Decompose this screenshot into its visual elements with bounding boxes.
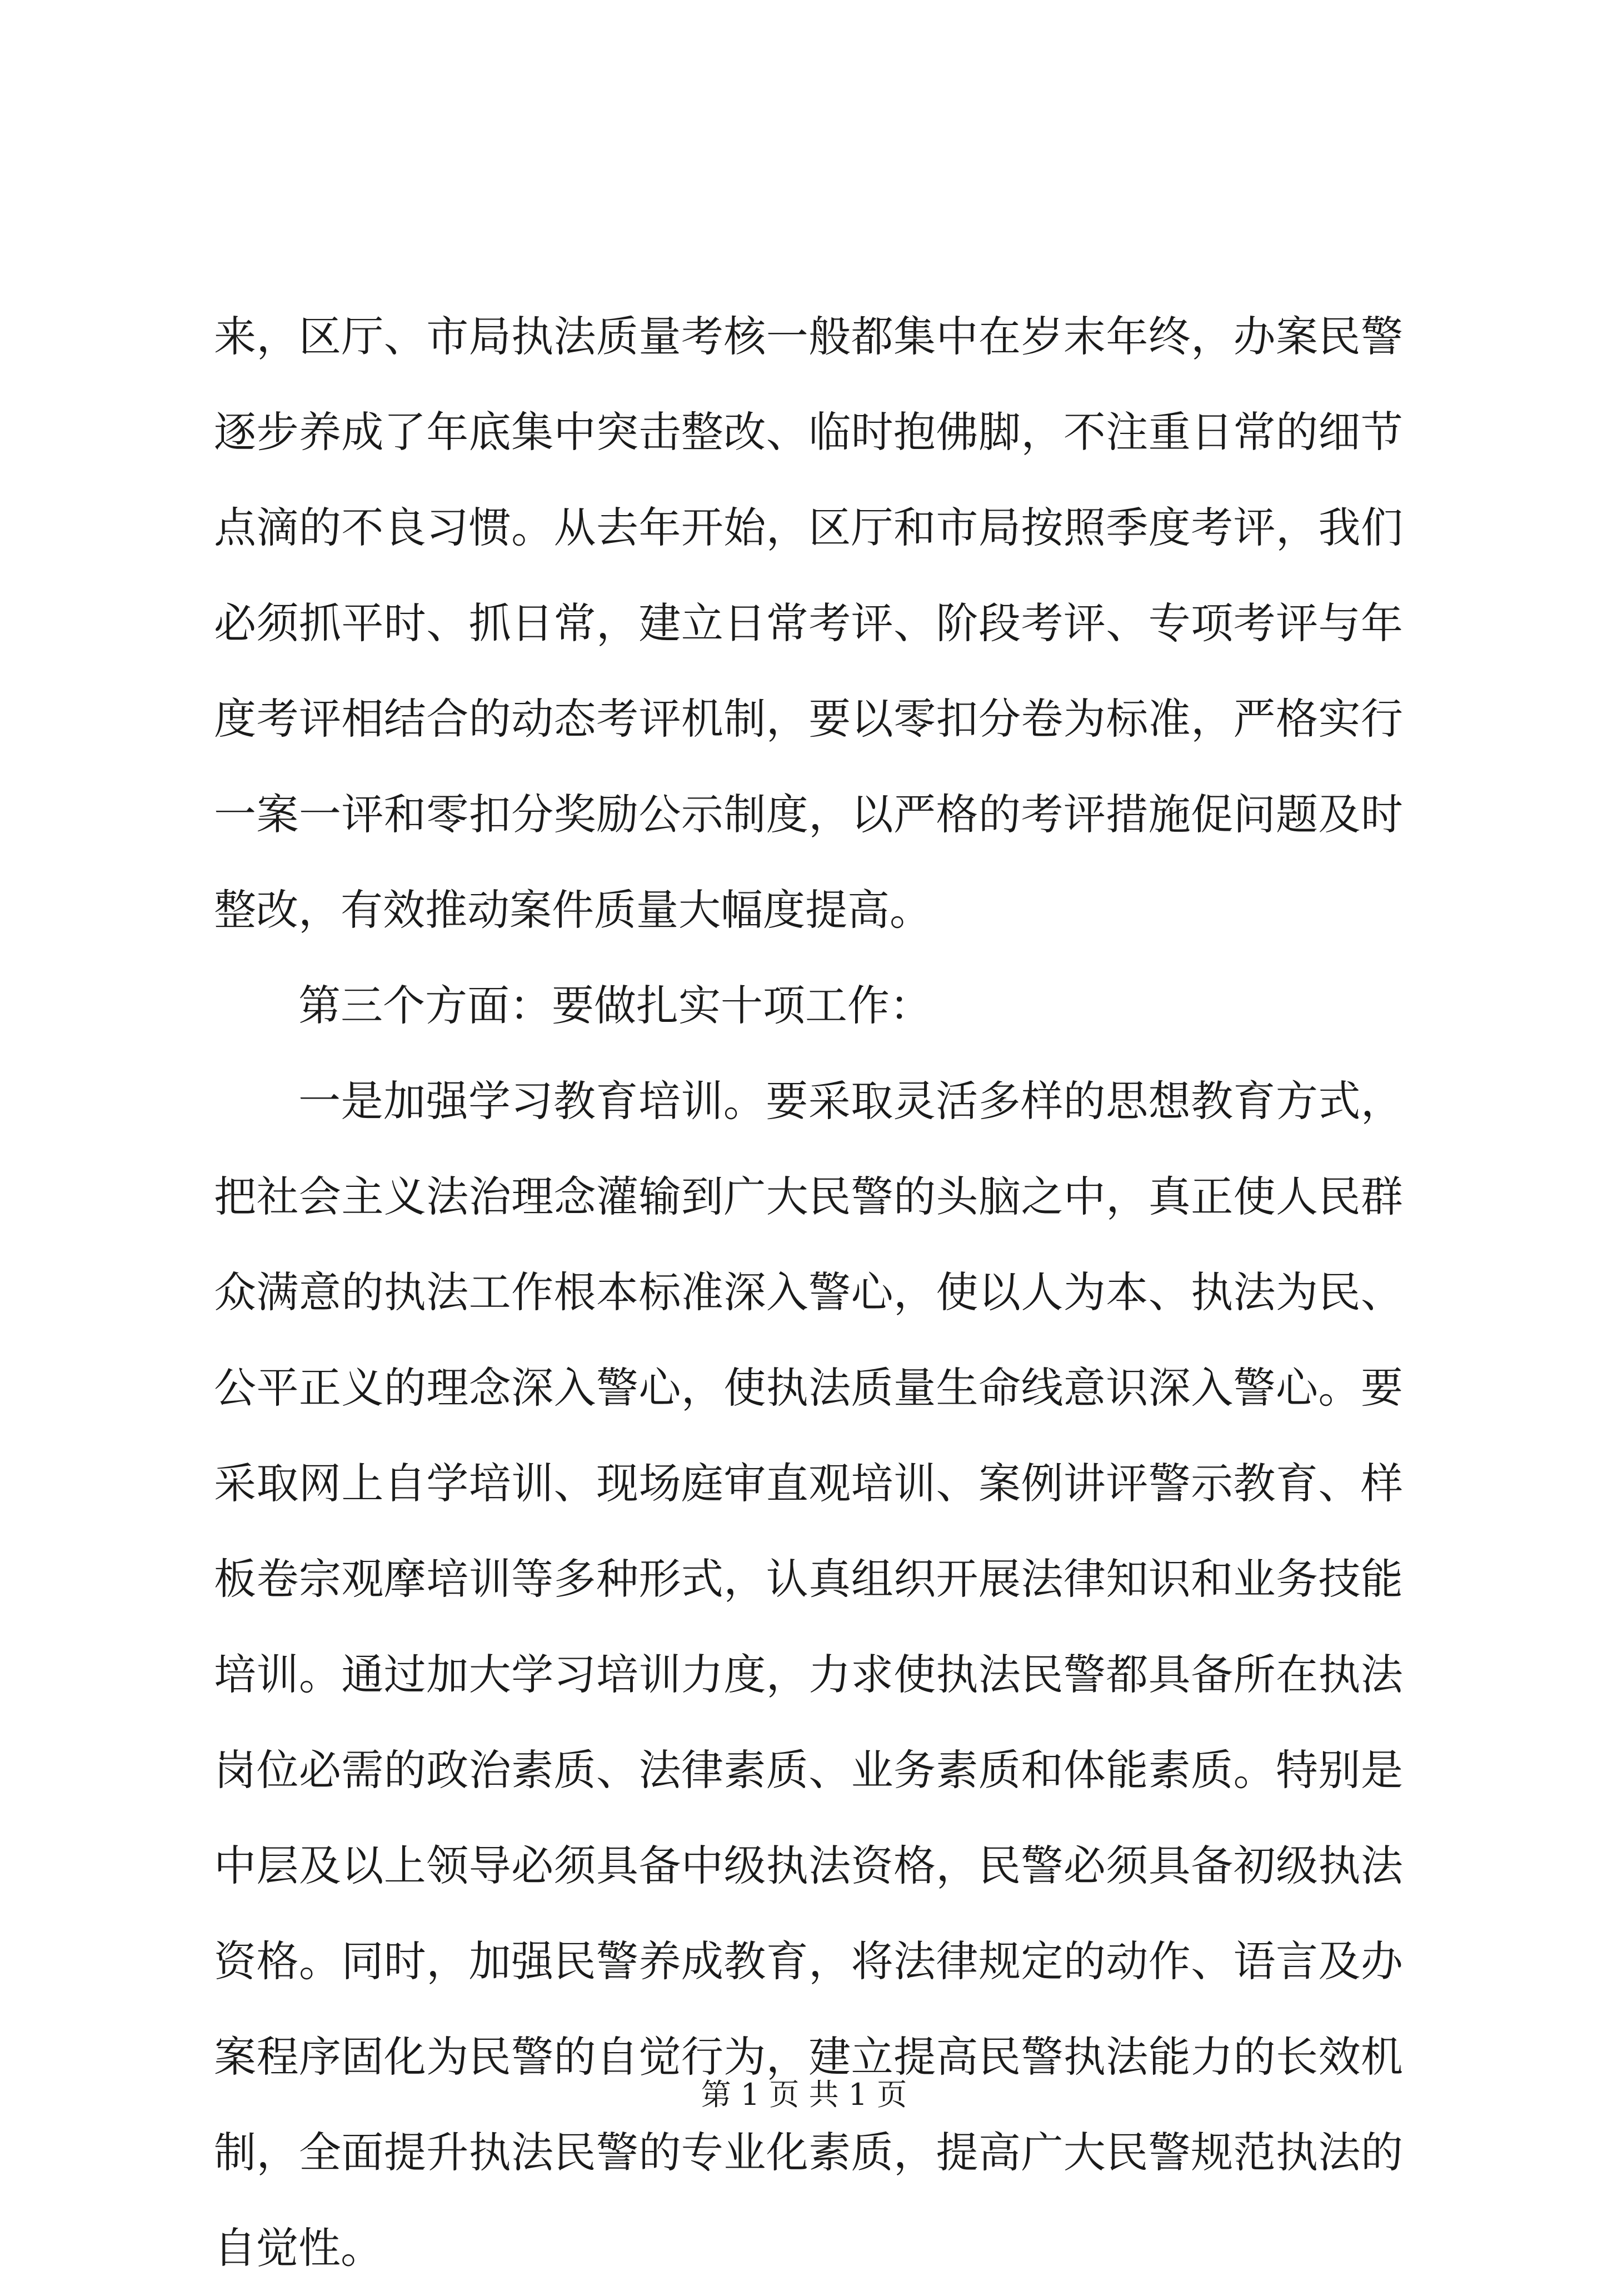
text-line: 逐步养成了年底集中突击整改、临时抱佛脚，不注重日常的细节 (214, 407, 1403, 457)
text-line: 公平正义的理念深入警心，使执法质量生命线意识深入警心。要 (214, 1363, 1403, 1412)
text-line: 度考评相结合的动态考评机制，要以零扣分卷为标准，严格实行 (214, 694, 1403, 743)
text-line: 中层及以上领导必须具备中级执法资格，民警必须具备初级执法 (214, 1841, 1403, 1890)
text-line: 岗位必需的政治素质、法律素质、业务素质和体能素质。特别是 (214, 1745, 1403, 1795)
text-line: 资格。同时，加强民警养成教育，将法律规定的动作、语言及办 (214, 1936, 1403, 1986)
text-line: 板卷宗观摩培训等多种形式，认真组织开展法律知识和业务技能 (214, 1554, 1403, 1604)
text-line: 第三个方面：要做扎实十项工作： (298, 981, 932, 1030)
paragraph (214, 289, 1403, 958)
page-footer: 第 1 页 共 1 页 (701, 2077, 907, 2112)
text-line: 一案一评和零扣分奖励公示制度，以严格的考评措施促问题及时 (214, 790, 1403, 839)
text-line: 必须抓平时、抓日常，建立日常考评、阶段考评、专项考评与年 (214, 598, 1403, 648)
text-line: 一是加强学习教育培训。要采取灵活多样的思想教育方式， (298, 1076, 1403, 1126)
paragraph (214, 958, 1403, 1054)
text-line: 培训。通过加大学习培训力度，力求使执法民警都具备所在执法 (214, 1650, 1403, 1699)
document-body (214, 289, 1403, 2296)
text-line: 制，全面提升执法民警的专业化素质，提高广大民警规范执法的 (214, 2128, 1403, 2177)
text-line: 来，区厅、市局执法质量考核一般都集中在岁末年终，办案民警 (214, 312, 1403, 361)
text-line: 点滴的不良习惯。从去年开始，区厅和市局按照季度考评，我们 (214, 503, 1403, 552)
text-line: 众满意的执法工作根本标准深入警心，使以人为本、执法为民、 (214, 1267, 1403, 1317)
text-line: 采取网上自学培训、现场庭审直观培训、案例讲评警示教育、样 (214, 1459, 1403, 1508)
text-line: 把社会主义法治理念灌输到广大民警的头脑之中，真正使人民群 (214, 1172, 1403, 1221)
text-line: 自觉性。 (214, 2223, 383, 2273)
text-line: 整改，有效推动案件质量大幅度提高。 (214, 885, 932, 935)
text-line: 案程序固化为民警的自觉行为，建立提高民警执法能力的长效机 (214, 2032, 1403, 2082)
